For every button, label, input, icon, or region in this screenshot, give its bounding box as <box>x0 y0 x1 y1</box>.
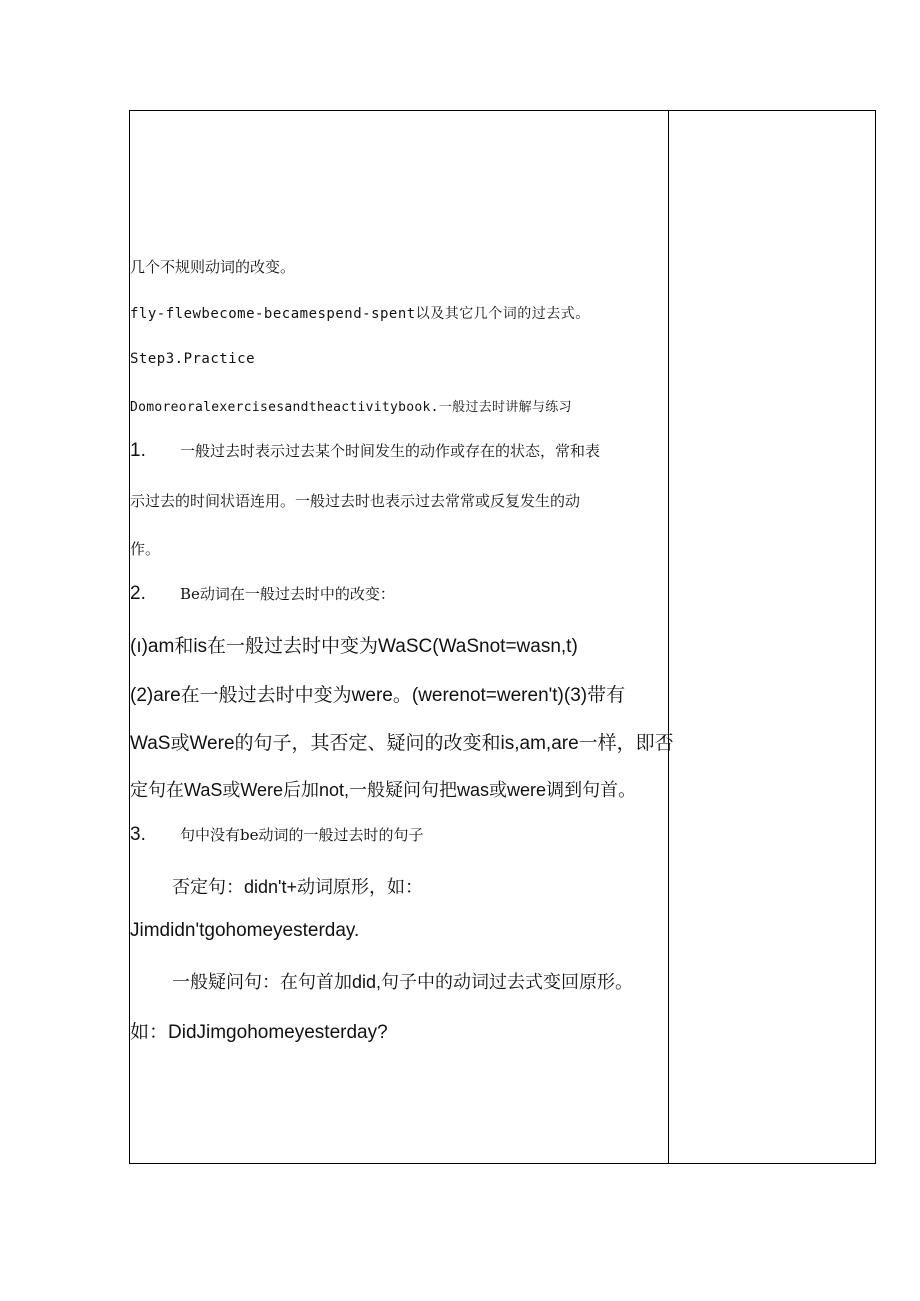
column-divider <box>668 111 669 1163</box>
point-2-text: Be动词在一般过去时中的改变： <box>180 585 395 603</box>
text-line-15: Jimdidn'tgohomeyesterday. <box>130 920 360 941</box>
text-line-14: 否定句：didn't+动词原形，如： <box>172 877 423 897</box>
point-3-text: 句中没有be动词的一般过去时的句子 <box>180 826 424 844</box>
text-line-11: WaS或Were的句子，其否定、疑问的改变和is,am,are一样，即否 <box>130 733 674 754</box>
point-1 <box>130 440 600 462</box>
text-line-2: fly-flewbecome-becamespend-spent以及其它几个词的过去式。 <box>130 306 590 322</box>
point-3-number: 3. <box>130 824 146 845</box>
text-line-16: 一般疑问句：在句首加did,句子中的动词过去式变回原形。 <box>172 972 634 992</box>
point-2-number: 2. <box>130 583 146 604</box>
point-1-number: 1. <box>130 440 146 461</box>
text-line-17: 如：DidJimgohomeyesterday? <box>130 1022 388 1043</box>
point-2 <box>130 583 395 605</box>
text-line-10: (2)are在一般过去时中变为were。(werenot=weren't)(3)带有 <box>130 685 626 706</box>
text-line-7: 作。 <box>130 540 161 558</box>
point-3 <box>130 824 423 846</box>
text-line-6: 示过去的时间状语连用。一般过去时也表示过去常常或反复发生的动 <box>130 492 581 510</box>
text-line-12: 定句在WaS或Were后加not,一般疑问句把was或were调到句首。 <box>130 780 637 800</box>
text-line-3: Step3.Practice <box>130 351 256 367</box>
point-1-text: 一般过去时表示过去某个时间发生的动作或存在的状态，常和表 <box>180 442 601 460</box>
text-line-9: (ı)am和is在一般过去时中变为WaSC(WaSnot=wasn,t) <box>130 636 578 657</box>
text-line-4: Domoreoralexercisesandtheactivitybook.一般过去时讲解与练习 <box>130 400 572 415</box>
text-line-1: 几个不规则动词的改变。 <box>130 258 296 276</box>
